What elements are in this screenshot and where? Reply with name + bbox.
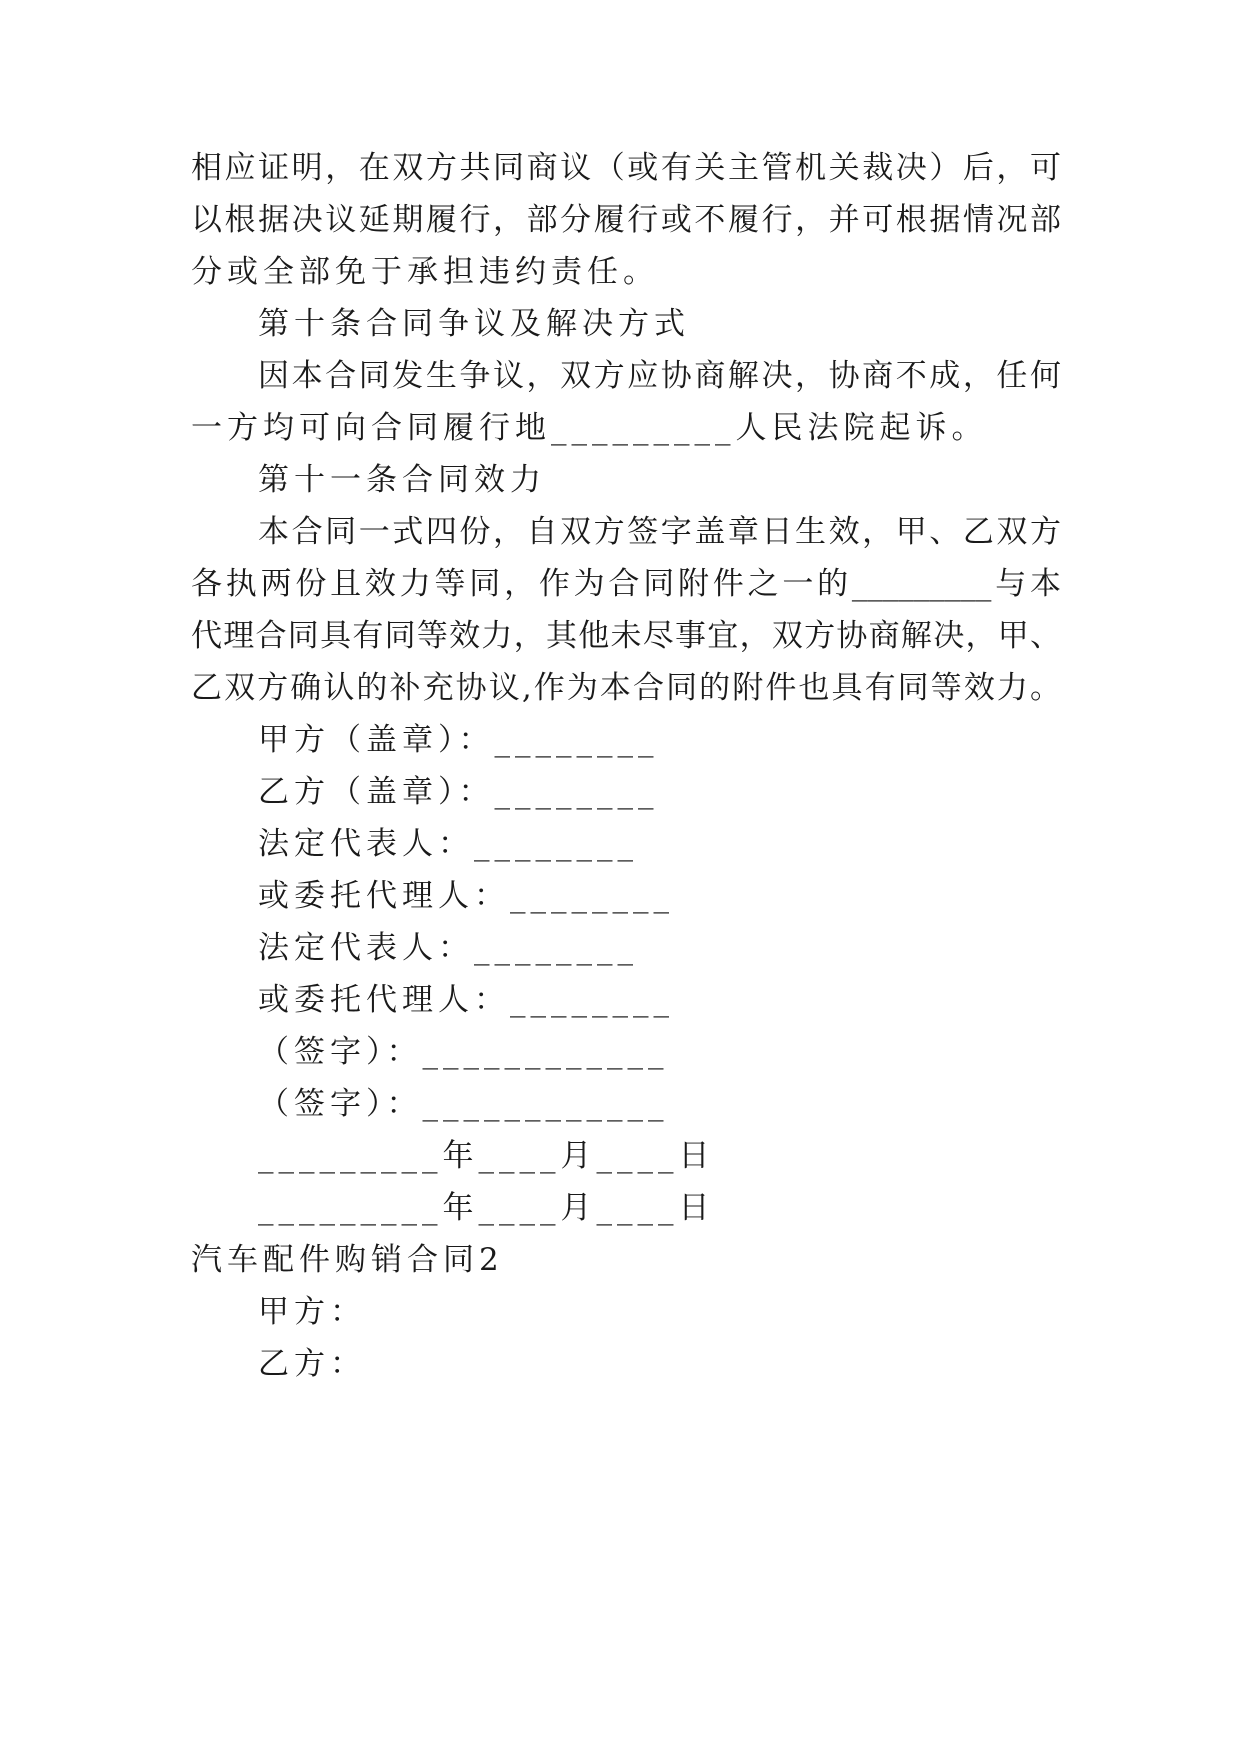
signature-line: （签字）：____________ [258, 1034, 669, 1070]
paragraph-line: 各执两份且效力等同，作为合同附件之一的_________与本 [191, 566, 1061, 602]
date-line: _________年____月____日 [258, 1138, 715, 1174]
legal-representative-line: 法定代表人：________ [258, 826, 638, 862]
paragraph-line: 分或全部免于承担违约责任。 [191, 254, 659, 290]
authorized-agent-line: 或委托代理人：________ [258, 878, 674, 914]
paragraph-line: 本合同一式四份，自双方签字盖章日生效，甲、乙双方 [258, 514, 1061, 550]
paragraph-line: 一方均可向合同履行地_________人民法院起诉。 [191, 410, 988, 446]
legal-representative-line: 法定代表人：________ [258, 930, 638, 966]
paragraph-line: 因本合同发生争议，双方应协商解决，协商不成，任何 [258, 358, 1061, 394]
clause-heading: 第十一条合同效力 [258, 462, 546, 498]
signature-line: （签字）：____________ [258, 1086, 669, 1122]
paragraph-line: 以根据决议延期履行，部分履行或不履行，并可根据情况部 [191, 202, 1061, 238]
authorized-agent-line: 或委托代理人：________ [258, 982, 674, 1018]
party-b-line: 乙方： [258, 1346, 366, 1382]
clause-heading: 第十条合同争议及解决方式 [258, 306, 690, 342]
paragraph-line: 代理合同具有同等效力，其他未尽事宜，双方协商解决，甲、 [191, 618, 1061, 654]
paragraph-line: 乙双方确认的补充协议,作为本合同的附件也具有同等效力。 [191, 670, 1061, 706]
party-a-seal-line: 甲方（盖章）：________ [258, 722, 659, 758]
party-a-line: 甲方： [258, 1294, 366, 1330]
paragraph-line: 相应证明，在双方共同商议（或有关主管机关裁决）后，可 [191, 150, 1061, 186]
date-line: _________年____月____日 [258, 1190, 715, 1226]
document-title: 汽车配件购销合同2 [191, 1242, 504, 1278]
party-b-seal-line: 乙方（盖章）：________ [258, 774, 659, 810]
